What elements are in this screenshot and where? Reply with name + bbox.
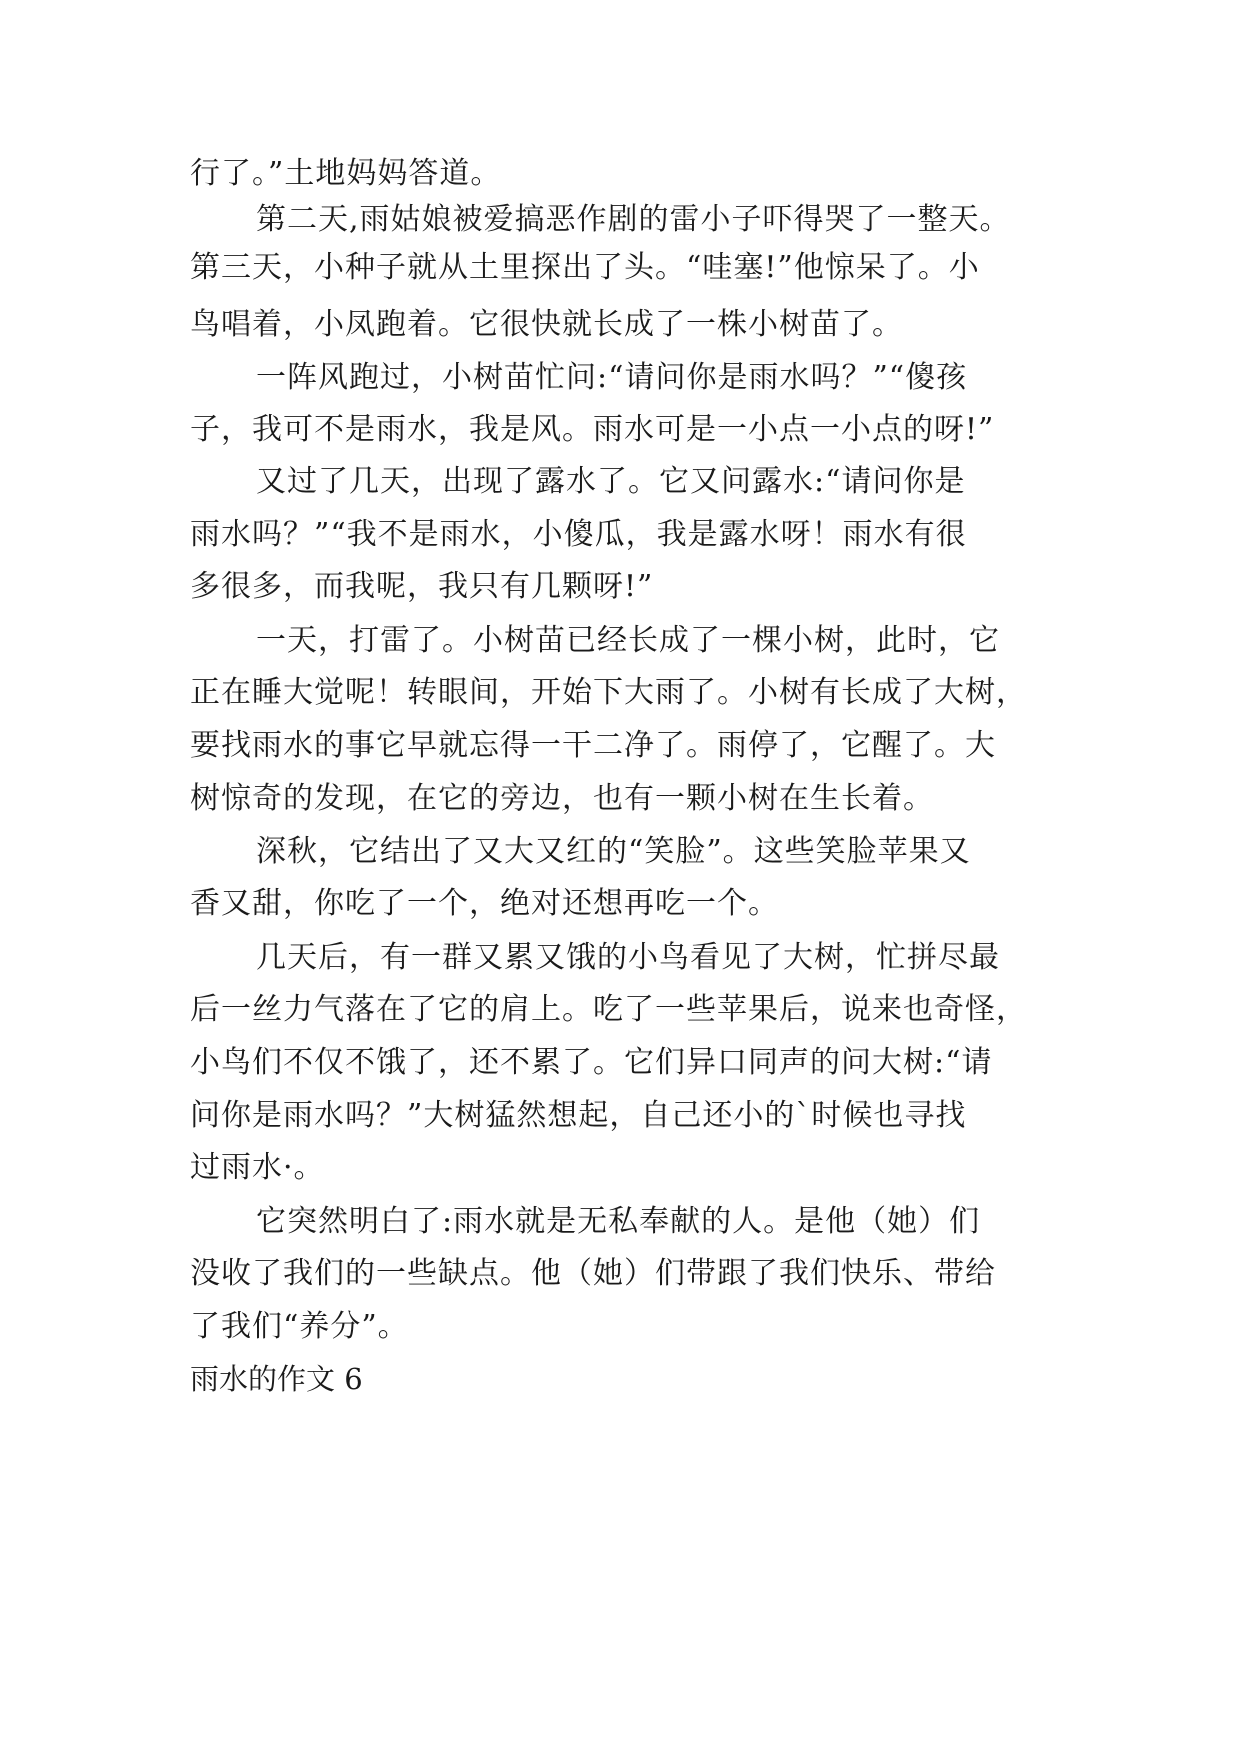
- paragraph-line: 一阵风跑过，小树苗忙问:“请问你是雨水吗？”“傻孩: [256, 360, 968, 395]
- text-line: 要找雨水的事它早就忘得一干二净了。雨停了，它醒了。大: [190, 728, 996, 763]
- paragraph-line: 几天后，有一群又累又饿的小鸟看见了大树，忙拼尽最: [256, 940, 1000, 975]
- text-line: 小鸟们不仅不饿了，还不累了。它们异口同声的问大树:“请: [190, 1045, 993, 1080]
- text-line: 鸟唱着，小凤跑着。它很快就长成了一株小树苗了。: [190, 307, 903, 342]
- text-line: 了我们“养分”。: [190, 1309, 409, 1344]
- text-line: 行了。”土地妈妈答道。: [190, 156, 502, 191]
- text-line: 多很多，而我呢，我只有几颗呀!”: [190, 569, 654, 604]
- text-line: 过雨水·。: [190, 1150, 325, 1185]
- section-heading: 雨水的作文 6: [190, 1362, 363, 1396]
- text-line: 后一丝力气落在了它的肩上。吃了一些苹果后，说来也奇怪，: [190, 992, 1027, 1027]
- paragraph-line: 一天，打雷了。小树苗已经长成了一棵小树，此时，它: [256, 623, 1000, 658]
- text-line: 正在睡大觉呢！转眼间，开始下大雨了。小树有长成了大树，: [190, 675, 1027, 710]
- paragraph-line: 第二天,雨姑娘被爱搞恶作剧的雷小子吓得哭了一整天。: [256, 202, 1011, 237]
- text-line: 香又甜，你吃了一个，绝对还想再吃一个。: [190, 886, 779, 921]
- text-line: 没收了我们的一些缺点。他（她）们带跟了我们快乐、带给: [190, 1256, 996, 1291]
- text-line: 问你是雨水吗？”大树猛然想起，自己还小的`时候也寻找: [190, 1098, 967, 1133]
- text-line: 子，我可不是雨水，我是风。雨水可是一小点一小点的呀!”: [190, 412, 995, 447]
- text-line: 雨水吗？”“我不是雨水，小傻瓜，我是露水呀！雨水有很: [190, 517, 967, 552]
- text-line: 树惊奇的发现，在它的旁边，也有一颗小树在生长着。: [190, 781, 934, 816]
- text-line: 第三天，小种子就从土里探出了头。“哇塞!”他惊呆了。小: [190, 250, 980, 285]
- paragraph-line: 它突然明白了:雨水就是无私奉献的人。是他（她）们: [256, 1204, 981, 1239]
- paragraph-line: 深秋，它结出了又大又红的“笑脸”。这些笑脸苹果又: [256, 834, 971, 869]
- paragraph-line: 又过了几天，出现了露水了。它又问露水:“请问你是: [256, 464, 966, 499]
